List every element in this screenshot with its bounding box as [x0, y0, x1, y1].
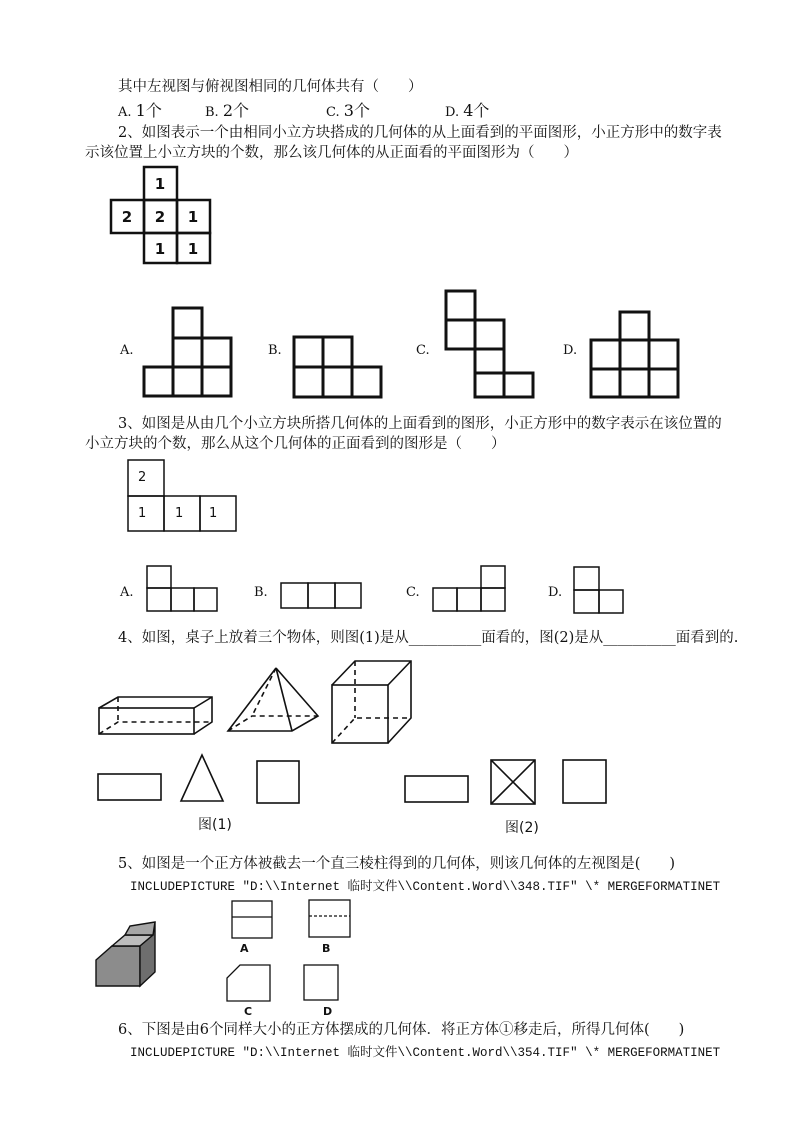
q2-grid-number: 1: [154, 240, 166, 258]
q5-option-c-label: C: [244, 1005, 253, 1018]
q3-option-a-label: A.: [120, 585, 134, 600]
q5-option-c-figure: [227, 965, 270, 1001]
q6-includepicture-field: INCLUDEPICTURE "D:\\Internet 临时文件\\Content.Word\\354.TIF" \* MERGEFORMATINET: [130, 1046, 721, 1060]
q2-grid-number: 1: [154, 175, 166, 193]
q5-option-b-figure: [309, 900, 350, 937]
q2-option-a-label: A.: [120, 343, 134, 358]
q3-option-b-label: B.: [254, 585, 268, 600]
q2-grid-number: 1: [187, 208, 199, 226]
q3-grid-number: 1: [175, 506, 184, 521]
q5-includepicture-field: INCLUDEPICTURE "D:\\Internet 临时文件\\Content.Word\\348.TIF" \* MERGEFORMATINET: [130, 880, 721, 894]
q5-option-b-label: B: [322, 942, 331, 955]
q2-grid-number: 2: [121, 208, 133, 226]
q2-option-b-label: B.: [268, 343, 282, 358]
q5-option-d-label: D: [323, 1005, 333, 1018]
q5-option-d-figure: [304, 965, 338, 1000]
q3-option-c-label: C.: [406, 585, 420, 600]
q3-grid-number: 1: [209, 506, 218, 521]
q1-option-a: A. 1个: [118, 101, 162, 120]
q3-grid-number: 2: [138, 470, 147, 485]
q3-text-line2: 小立方块的个数，那么从这个几何体的正面看到的图形是（ ）: [85, 436, 506, 452]
q4-text: 4、如图，桌子上放着三个物体，则图(1)是从__________面看的，图(2)是从__________面看到的.: [118, 630, 739, 646]
q6-text: 6、下图是由6个同样大小的正方体摆成的几何体．将正方体①移走后，所得几何体( ): [118, 1022, 685, 1038]
q3-grid-number: 1: [138, 506, 147, 521]
q5-option-a-label: A: [240, 942, 249, 955]
q2-grid-number: 2: [154, 208, 166, 226]
q1-option-c: C. 3个: [326, 101, 370, 120]
q2-text-line1: 2、如图表示一个由相同小立方块搭成的几何体的从上面看到的平面图形，小正方形中的数字表: [118, 125, 722, 141]
q1-stem: 其中左视图与俯视图相同的几何体共有（ ）: [118, 79, 423, 95]
q4-figure-label-1: 图(1): [198, 817, 232, 833]
q4-figure-label-2: 图(2): [505, 820, 539, 836]
q2-option-d-label: D.: [563, 343, 578, 358]
q2-option-c-label: C.: [416, 343, 430, 358]
q1-option-b: B. 2个: [205, 101, 250, 120]
q3-text-line1: 3、如图是从由几个小立方块所搭几何体的上面看到的图形，小正方形中的数字表示在该位置的: [118, 416, 722, 432]
q2-text-line2: 示该位置上小立方块的个数，那么该几何体的从正面看的平面图形为（ ）: [85, 145, 578, 161]
q5-text: 5、如图是一个正方体被截去一个直三棱柱得到的几何体，则该几何体的左视图是( ): [118, 856, 676, 872]
q3-option-d-label: D.: [548, 585, 563, 600]
q5-option-a-figure: [232, 901, 272, 938]
q2-grid-number: 1: [187, 240, 199, 258]
q1-option-d: D. 4个: [445, 101, 490, 120]
q5-solid: [96, 922, 155, 986]
